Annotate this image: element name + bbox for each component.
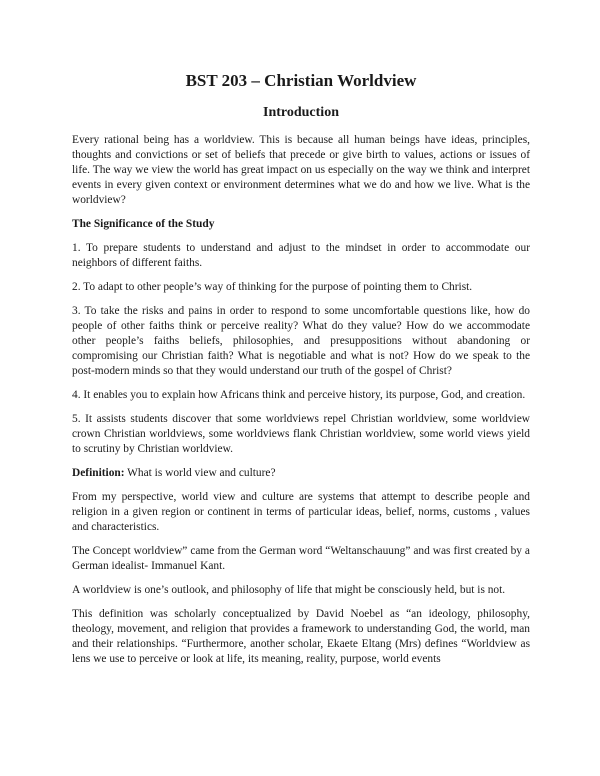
- document-page: [72, 70, 530, 676]
- section-title-introduction: Introduction: [263, 105, 339, 120]
- intro-paragraph: Every rational being has a worldview. This is because all human beings have ideas, principles, thoughts and convictions or set of beliefs that precede or give birth to values, actions or issues of life. The way we view the world has great impact on us especially on the way we think and interpret events in every given context or environment determines what we do and how we live. What is the worldview?: [72, 134, 530, 206]
- body-paragraph-2: The Concept worldview” came from the German word “Weltanschauung” and was first created by a German idealist- Immanuel Kant.: [72, 545, 530, 572]
- significance-item-5: 5. It assists students discover that some worldviews repel Christian worldview, some worldview crown Christian worldviews, some worldviews flank Christian worldview, some world views yield to scrutiny by Christian worldview.: [72, 413, 530, 455]
- definition-question: What is world view and culture?: [124, 467, 276, 479]
- body-paragraph-3: A worldview is one’s outlook, and philosophy of life that might be consciously held, but is not.: [72, 584, 506, 596]
- definition-paragraph: [72, 466, 530, 481]
- definition-label: Definition:: [72, 467, 125, 479]
- significance-item-2: 2. To adapt to other people’s way of thinking for the purpose of pointing them to Christ.: [72, 281, 473, 293]
- significance-item-1: 1. To prepare students to understand and adjust to the mindset in order to accommodate our neighbors of different faiths.: [72, 242, 530, 269]
- body-paragraph-4: This definition was scholarly conceptualized by David Noebel as “an ideology, philosophy, theology, movement, and religion that provides a framework to understanding God, the world, man and their relationships. “Furthermore, another scholar, Ekaete Eltang (Mrs) defines “Worldview as lens we use to perceive or look at life, its meaning, reality, purpose, world events: [72, 608, 530, 665]
- body-paragraph-1: From my perspective, world view and culture are systems that attempt to describe people and religion in a given region or continent in terms of particular ideas, belief, norms, customs , values and characteristics.: [72, 491, 530, 533]
- significance-item-4: 4. It enables you to explain how Africans think and perceive history, its purpose, God, and creation.: [72, 389, 526, 401]
- significance-item-3: 3. To take the risks and pains in order to respond to some uncomfortable questions like, how do people of other faiths think or perceive reality? What do they value? How do we accommodate other people’s faiths beliefs, philosophies, and presuppositions without abandoning or compromising our Christian faith? What is negotiable and what is not? How do we speak to the post-modern minds so that they would understand our truth of the gospel of Christ?: [72, 305, 530, 377]
- significance-heading: The Significance of the Study: [72, 218, 215, 230]
- document-title: BST 203 – Christian Worldview: [185, 71, 417, 90]
